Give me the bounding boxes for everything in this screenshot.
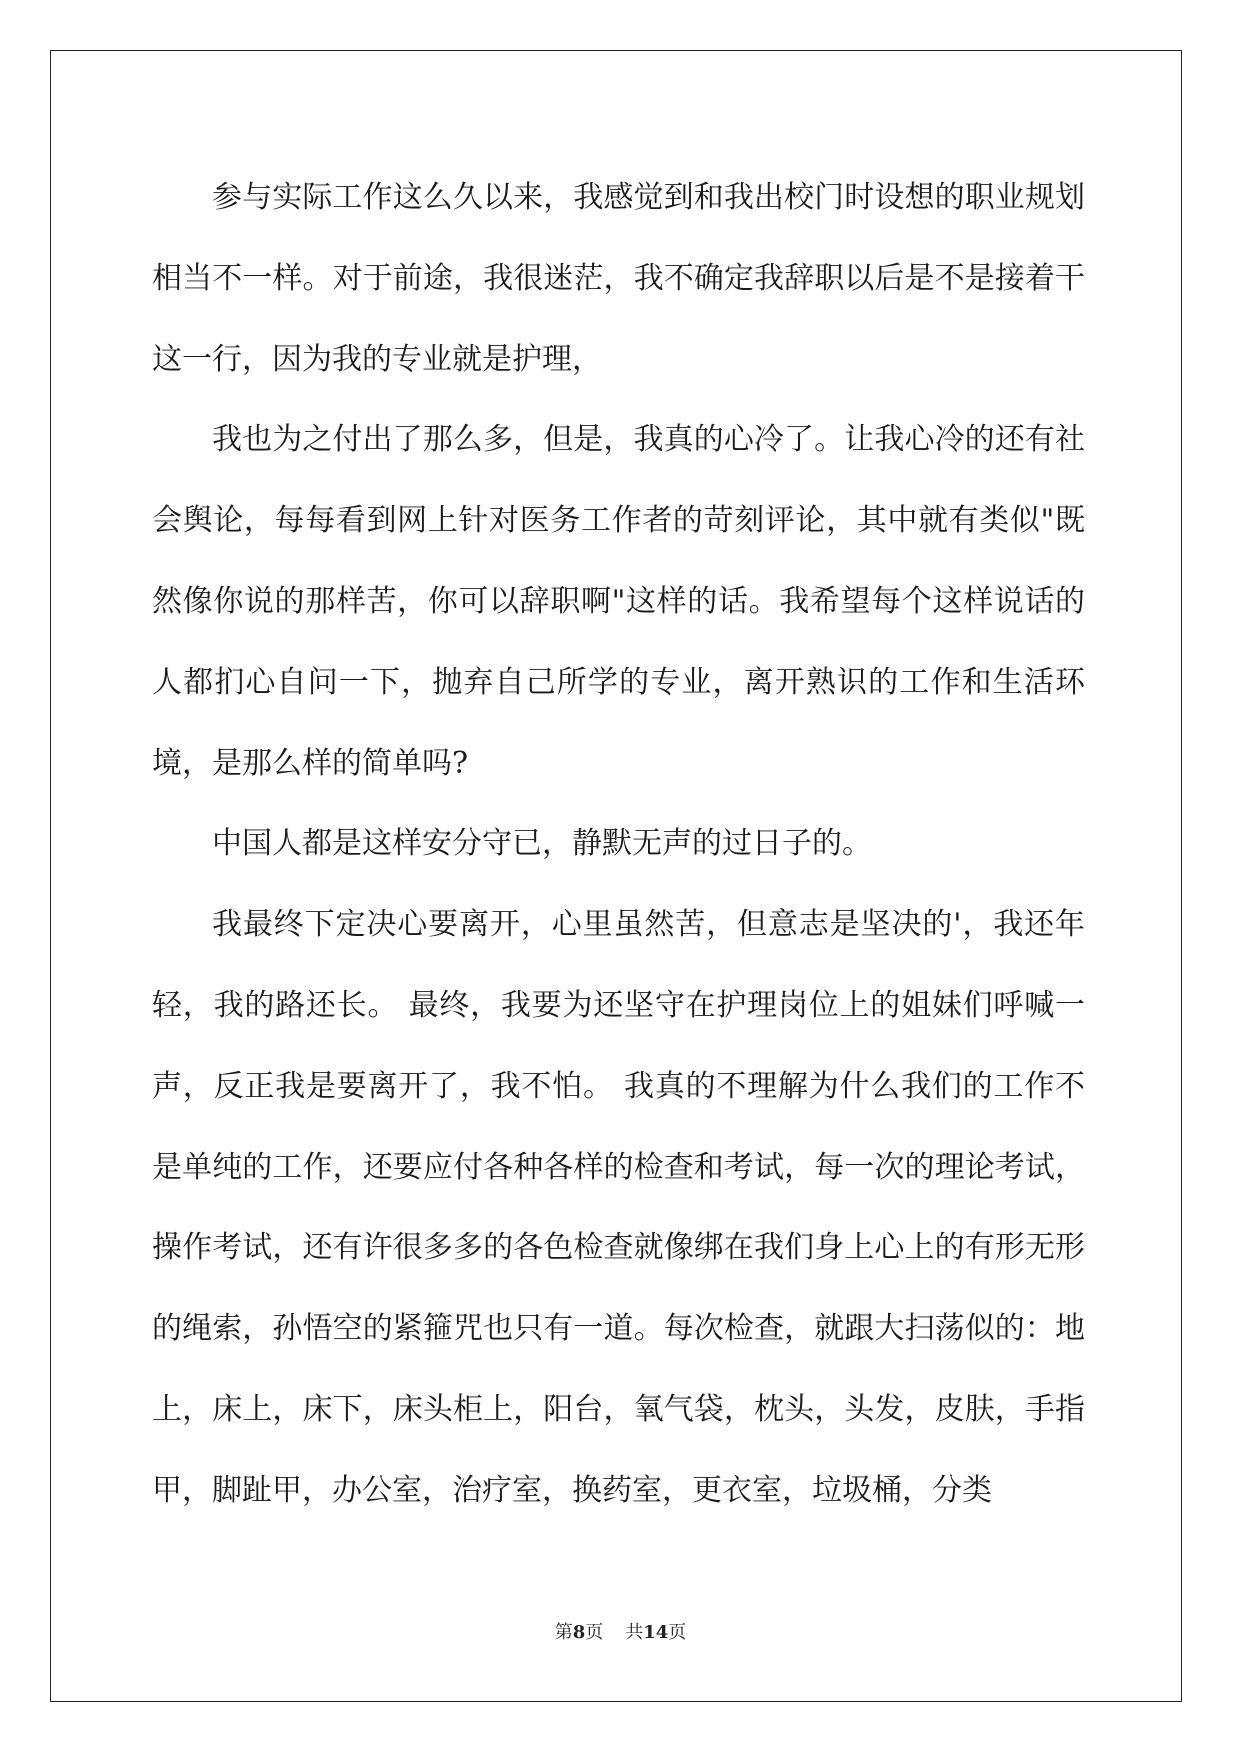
- total-suffix: 页: [668, 1622, 687, 1643]
- total-prefix: 共: [625, 1622, 644, 1643]
- paragraph-3: 中国人都是这样安分守已，静默无声的过日子的。: [212, 826, 872, 862]
- page-current: 8: [572, 1622, 586, 1643]
- page-footer: [0, 1618, 1241, 1644]
- paragraph-2: 我也为之付出了那么多，但是，我真的心冷了。让我心冷的还有社会舆论，每每看到网上针对医务工作者的苛刻评论，其中就有类似"既然像你说的那样苦，你可以辞职啊"这样的话。我希望每个这样说话的人都扪心自问一下，抛弃自己所学的专业，离开熟识的工作和生活环境，是那么样的简单吗?: [152, 422, 1085, 781]
- document-body: [152, 158, 1085, 1532]
- paragraph-4: 我最终下定决心要离开，心里虽然苦，但意志是坚决的'，我还年轻，我的路还长。 最终，我要为还坚守在护理岗位上的姐妹们呼喊一声，反正我是要离开了，我不怕。 我真的不理解为什么我们的工作不是单纯的工作，还要应付各种各样的检查和考试，每一次的理论考试，操作考试，还有许很多多的各色检查就像绑在我们身上心上的有形无形的绳索，孙悟空的紧箍咒也只有一道。每次检查，就跟大扫荡似的：地上，床上，床下，床头柜上，阳台，氧气袋，枕头，头发，皮肤，手指甲，脚趾甲，办公室，治疗室，换药室，更衣室，垃圾桶，分类: [152, 907, 1085, 1508]
- paragraph-1: 参与实际工作这么久以来，我感觉到和我出校门时设想的职业规划相当不一样。对于前途，我很迷茫，我不确定我辞职以后是不是接着干这一行，因为我的专业就是护理，: [152, 180, 1085, 377]
- page-total: 14: [643, 1622, 669, 1643]
- page-suffix: 页: [585, 1622, 604, 1643]
- page-prefix: 第: [554, 1622, 573, 1643]
